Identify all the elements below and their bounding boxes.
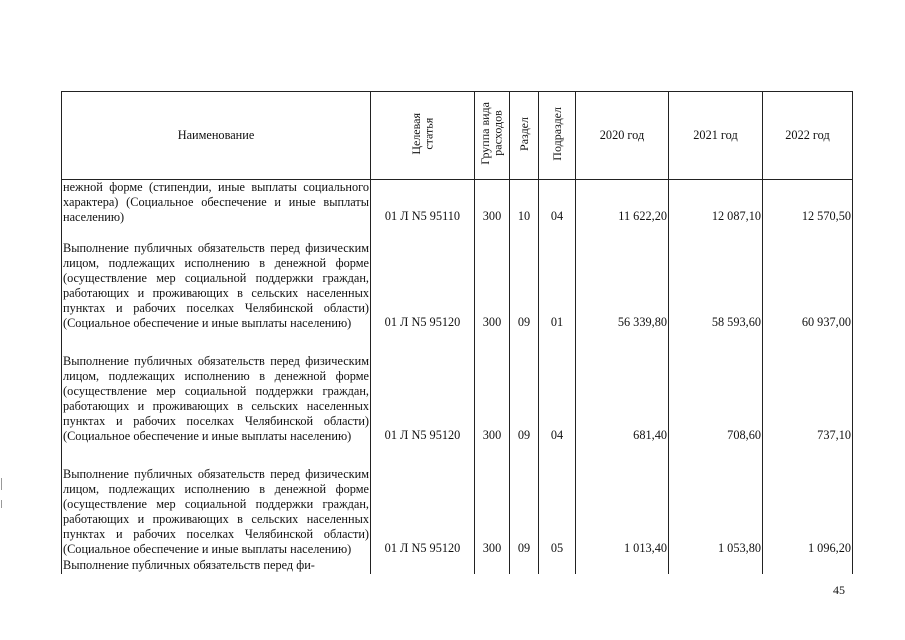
row-subsection: 04 [539, 180, 576, 226]
row-section [510, 558, 539, 574]
row-name: Выполнение публичных обязательств перед физическим лицом, подлежащих исполнению в денежной форме (осуществление мер социальной поддержки граждан, работающих и проживающих в сельских населенных пунктах и рабочих поселках Челябинской области) (Социальное обеспечение и иные выплаты населению) [62, 332, 371, 445]
header-target: Целевая статья [371, 92, 475, 180]
row-2022 [763, 558, 853, 574]
row-target [371, 558, 475, 574]
row-section: 10 [510, 180, 539, 226]
row-name: Выполнение публичных обязательств перед физическим лицом, подлежащих исполнению в денежной форме (осуществление мер социальной поддержки граждан, работающих и проживающих в сельских населенных пунктах и рабочих поселках Челябинской области) (Социальное обеспечение и иные выплаты населению) [62, 226, 371, 332]
row-2021 [669, 558, 763, 574]
row-target: 01 Л N5 95120 [371, 332, 475, 445]
row-subsection: 04 [539, 332, 576, 445]
header-name: Наименование [62, 92, 371, 180]
row-group: 300 [475, 332, 510, 445]
row-target: 01 Л N5 95120 [371, 445, 475, 558]
row-2020: 1 013,40 [576, 445, 669, 558]
row-name: Выполнение публичных обязательств перед физическим лицом, подлежащих исполнению в денежной форме (осуществление мер социальной поддержки граждан, работающих и проживающих в сельских населенных пунктах и рабочих поселках Челябинской области) (Социальное обеспечение и иные выплаты населению) [62, 445, 371, 558]
row-2021: 708,60 [669, 332, 763, 445]
scan-edge-mark [1, 478, 2, 490]
header-2022: 2022 год [763, 92, 853, 180]
table-row [62, 445, 853, 558]
header-group: Группа вида расходов [475, 92, 510, 180]
row-2022: 1 096,20 [763, 445, 853, 558]
row-group: 300 [475, 445, 510, 558]
row-2021: 1 053,80 [669, 445, 763, 558]
row-section: 09 [510, 445, 539, 558]
row-2020: 681,40 [576, 332, 669, 445]
row-name: нежной форме (стипендии, иные выплаты социального характера) (Социальное обеспечение и иные выплаты населению) [63, 180, 369, 225]
row-2022: 60 937,00 [763, 226, 853, 332]
row-2022: 12 570,50 [763, 180, 853, 226]
row-section: 09 [510, 226, 539, 332]
table-row [62, 332, 853, 445]
header-2020: 2020 год [576, 92, 669, 180]
table-row [62, 226, 853, 332]
table-row [62, 558, 853, 574]
row-section: 09 [510, 332, 539, 445]
page-number: 45 [833, 583, 845, 597]
row-2020: 56 339,80 [576, 226, 669, 332]
table-row [62, 180, 853, 226]
row-target: 01 Л N5 95120 [371, 226, 475, 332]
row-name: Выполнение публичных обязательств перед фи- [62, 558, 371, 574]
row-2021: 58 593,60 [669, 226, 763, 332]
row-subsection [539, 558, 576, 574]
row-2020: 11 622,20 [576, 180, 669, 226]
row-subsection: 05 [539, 445, 576, 558]
header-row [62, 92, 853, 180]
header-section: Раздел [510, 92, 539, 180]
header-subsection: Подраздел [539, 92, 576, 180]
row-target: 01 Л N5 95110 [371, 180, 475, 226]
row-2020 [576, 558, 669, 574]
row-subsection: 01 [539, 226, 576, 332]
row-group [475, 558, 510, 574]
scan-edge-mark [1, 500, 2, 508]
row-2021: 12 087,10 [669, 180, 763, 226]
row-group: 300 [475, 226, 510, 332]
row-group: 300 [475, 180, 510, 226]
budget-table [61, 91, 853, 574]
row-2022: 737,10 [763, 332, 853, 445]
header-2021: 2021 год [669, 92, 763, 180]
